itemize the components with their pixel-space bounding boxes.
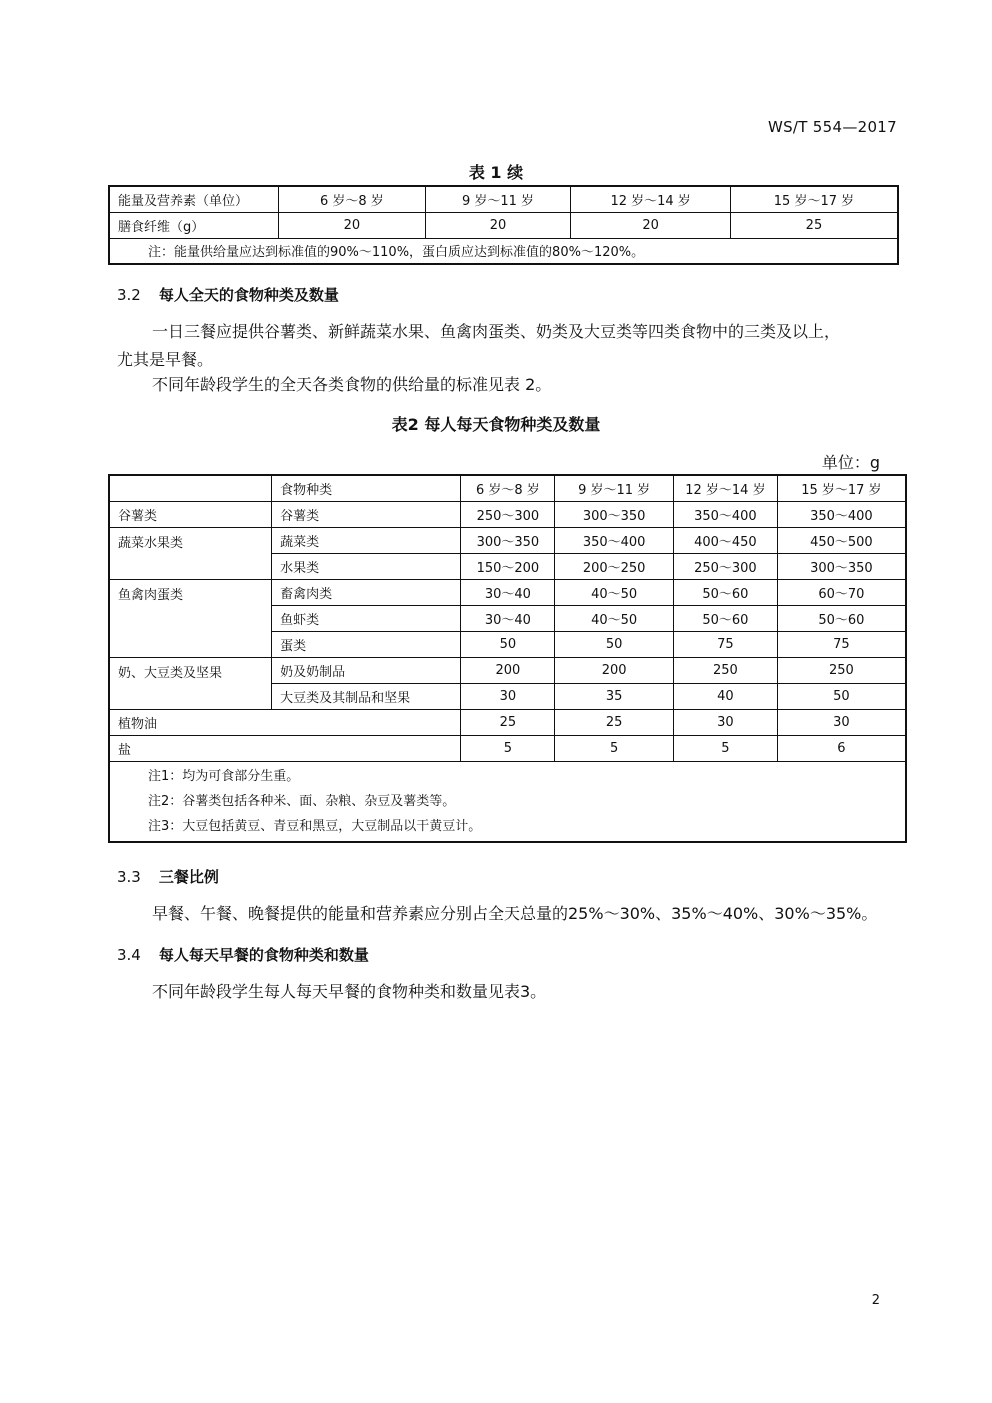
table2-caption: 表2 每人每天食物种类及数量	[391, 415, 601, 434]
group-cell: 谷薯类	[109, 501, 272, 527]
table-cell: 膳食纤维（g）	[109, 212, 279, 238]
table-cell: 35	[555, 683, 674, 709]
table-cell: 40～50	[555, 605, 674, 631]
table-cell: 6	[777, 735, 906, 761]
table2	[108, 474, 907, 843]
table-row	[109, 527, 906, 553]
section-number: 3.4	[117, 946, 141, 964]
table-cell: 50～60	[777, 605, 906, 631]
table-cell: 300～350	[555, 501, 674, 527]
table-cell: 5	[674, 735, 778, 761]
table-cell: 75	[777, 631, 906, 657]
table-cell: 蔬菜类	[272, 527, 461, 553]
table-row	[109, 212, 898, 238]
table-header-cell: 15 岁～17 岁	[777, 475, 906, 501]
section-title: 每人每天早餐的食物种类和数量	[158, 946, 369, 964]
table-cell: 350～400	[674, 501, 778, 527]
table-cell: 200	[461, 657, 555, 683]
table-cell: 水果类	[272, 553, 461, 579]
table-cell: 250	[674, 657, 778, 683]
table-cell: 75	[674, 631, 778, 657]
table-cell: 奶及奶制品	[272, 657, 461, 683]
table-header-cell: 9 岁～11 岁	[425, 186, 571, 212]
table-cell: 20	[571, 212, 731, 238]
table-cell: 5	[461, 735, 555, 761]
section-heading-3-2	[117, 284, 339, 305]
table-header-cell: 能量及营养素（单位）	[109, 186, 279, 212]
table-cell: 40	[674, 683, 778, 709]
table-cell: 450～500	[777, 527, 906, 553]
table2-header-row	[109, 475, 906, 501]
table-note: 注1：均为可食部分生重。	[148, 768, 300, 784]
document-code: WS/T 554—2017	[767, 118, 897, 136]
table1-caption: 表 1 续	[468, 163, 524, 182]
group-cell: 植物油	[109, 709, 461, 735]
table-note: 注2：谷薯类包括各种米、面、杂粮、杂豆及薯类等。	[148, 793, 456, 809]
table-header-cell: 9 岁～11 岁	[555, 475, 674, 501]
table-header-cell: 6 岁～8 岁	[461, 475, 555, 501]
table-cell: 300～350	[777, 553, 906, 579]
table-cell: 畜禽肉类	[272, 579, 461, 605]
table-row	[109, 501, 906, 527]
table-notes	[109, 761, 906, 842]
table-cell: 400～450	[674, 527, 778, 553]
group-cell: 奶、大豆类及坚果	[109, 657, 272, 709]
paragraph: 不同年龄段学生的全天各类食物的供给量的标准见表 2。	[152, 375, 552, 394]
section-heading-3-3	[117, 866, 219, 887]
table-cell: 250～300	[461, 501, 555, 527]
table-row	[109, 709, 906, 735]
paragraph: 早餐、午餐、晚餐提供的能量和营养素应分别占全天总量的25%～30%、35%～40%、30%～35%。	[152, 904, 878, 923]
table-cell: 20	[279, 212, 426, 238]
table-cell: 300～350	[461, 527, 555, 553]
table-header-cell: 食物种类	[272, 475, 461, 501]
table-cell: 25	[461, 709, 555, 735]
table-cell: 谷薯类	[272, 501, 461, 527]
section-title: 每人全天的食物种类及数量	[158, 286, 339, 304]
table-cell: 50～60	[674, 579, 778, 605]
table-cell: 大豆类及其制品和坚果	[272, 683, 461, 709]
section-number: 3.2	[117, 286, 141, 304]
table-cell: 25	[555, 709, 674, 735]
section-number: 3.3	[117, 868, 141, 886]
table-cell: 30	[674, 709, 778, 735]
table-header-cell: 15 岁～17 岁	[730, 186, 898, 212]
table-header-cell: 12 岁～14 岁	[674, 475, 778, 501]
table-cell: 30～40	[461, 579, 555, 605]
table-note: 注：能量供给量应达到标准值的90%～110%，蛋白质应达到标准值的80%～120%。	[109, 238, 898, 264]
table-cell: 30	[461, 683, 555, 709]
table-cell: 350～400	[777, 501, 906, 527]
table-cell: 250	[777, 657, 906, 683]
table-cell: 20	[425, 212, 571, 238]
table-row	[109, 735, 906, 761]
table-cell: 40～50	[555, 579, 674, 605]
table-cell: 蛋类	[272, 631, 461, 657]
table-cell: 鱼虾类	[272, 605, 461, 631]
table-cell: 50	[777, 683, 906, 709]
table-cell: 50	[461, 631, 555, 657]
paragraph: 不同年龄段学生每人每天早餐的食物种类和数量见表3。	[152, 982, 547, 1001]
table-cell: 5	[555, 735, 674, 761]
table1	[108, 185, 899, 265]
table-cell: 50～60	[674, 605, 778, 631]
table-header-cell: 12 岁～14 岁	[571, 186, 731, 212]
table-header-cell: 6 岁～8 岁	[279, 186, 426, 212]
table-note: 注3：大豆包括黄豆、青豆和黑豆，大豆制品以干黄豆计。	[148, 818, 482, 834]
table1-note-row	[109, 238, 898, 264]
table-cell: 60～70	[777, 579, 906, 605]
group-cell: 鱼禽肉蛋类	[109, 579, 272, 657]
table1-header-row	[109, 186, 898, 212]
table-row	[109, 657, 906, 683]
table-cell: 30	[777, 709, 906, 735]
table-cell: 30～40	[461, 605, 555, 631]
table-cell: 350～400	[555, 527, 674, 553]
section-title: 三餐比例	[158, 868, 219, 886]
group-cell: 盐	[109, 735, 461, 761]
table-cell: 50	[555, 631, 674, 657]
table-cell: 150～200	[461, 553, 555, 579]
table-cell: 200～250	[555, 553, 674, 579]
page-number: 2	[871, 1293, 880, 1308]
table-cell: 250～300	[674, 553, 778, 579]
table2-notes-row	[109, 761, 906, 842]
table-row	[109, 579, 906, 605]
paragraph: 一日三餐应提供谷薯类、新鲜蔬菜水果、鱼禽肉蛋类、奶类及大豆类等四类食物中的三类及以上，	[152, 322, 841, 341]
table-header-cell	[109, 475, 272, 501]
table2-unit: 单位：g	[821, 453, 880, 472]
table-cell: 200	[555, 657, 674, 683]
group-cell: 蔬菜水果类	[109, 527, 272, 579]
section-heading-3-4	[117, 944, 369, 965]
table-cell: 25	[730, 212, 898, 238]
paragraph: 尤其是早餐。	[117, 350, 214, 369]
